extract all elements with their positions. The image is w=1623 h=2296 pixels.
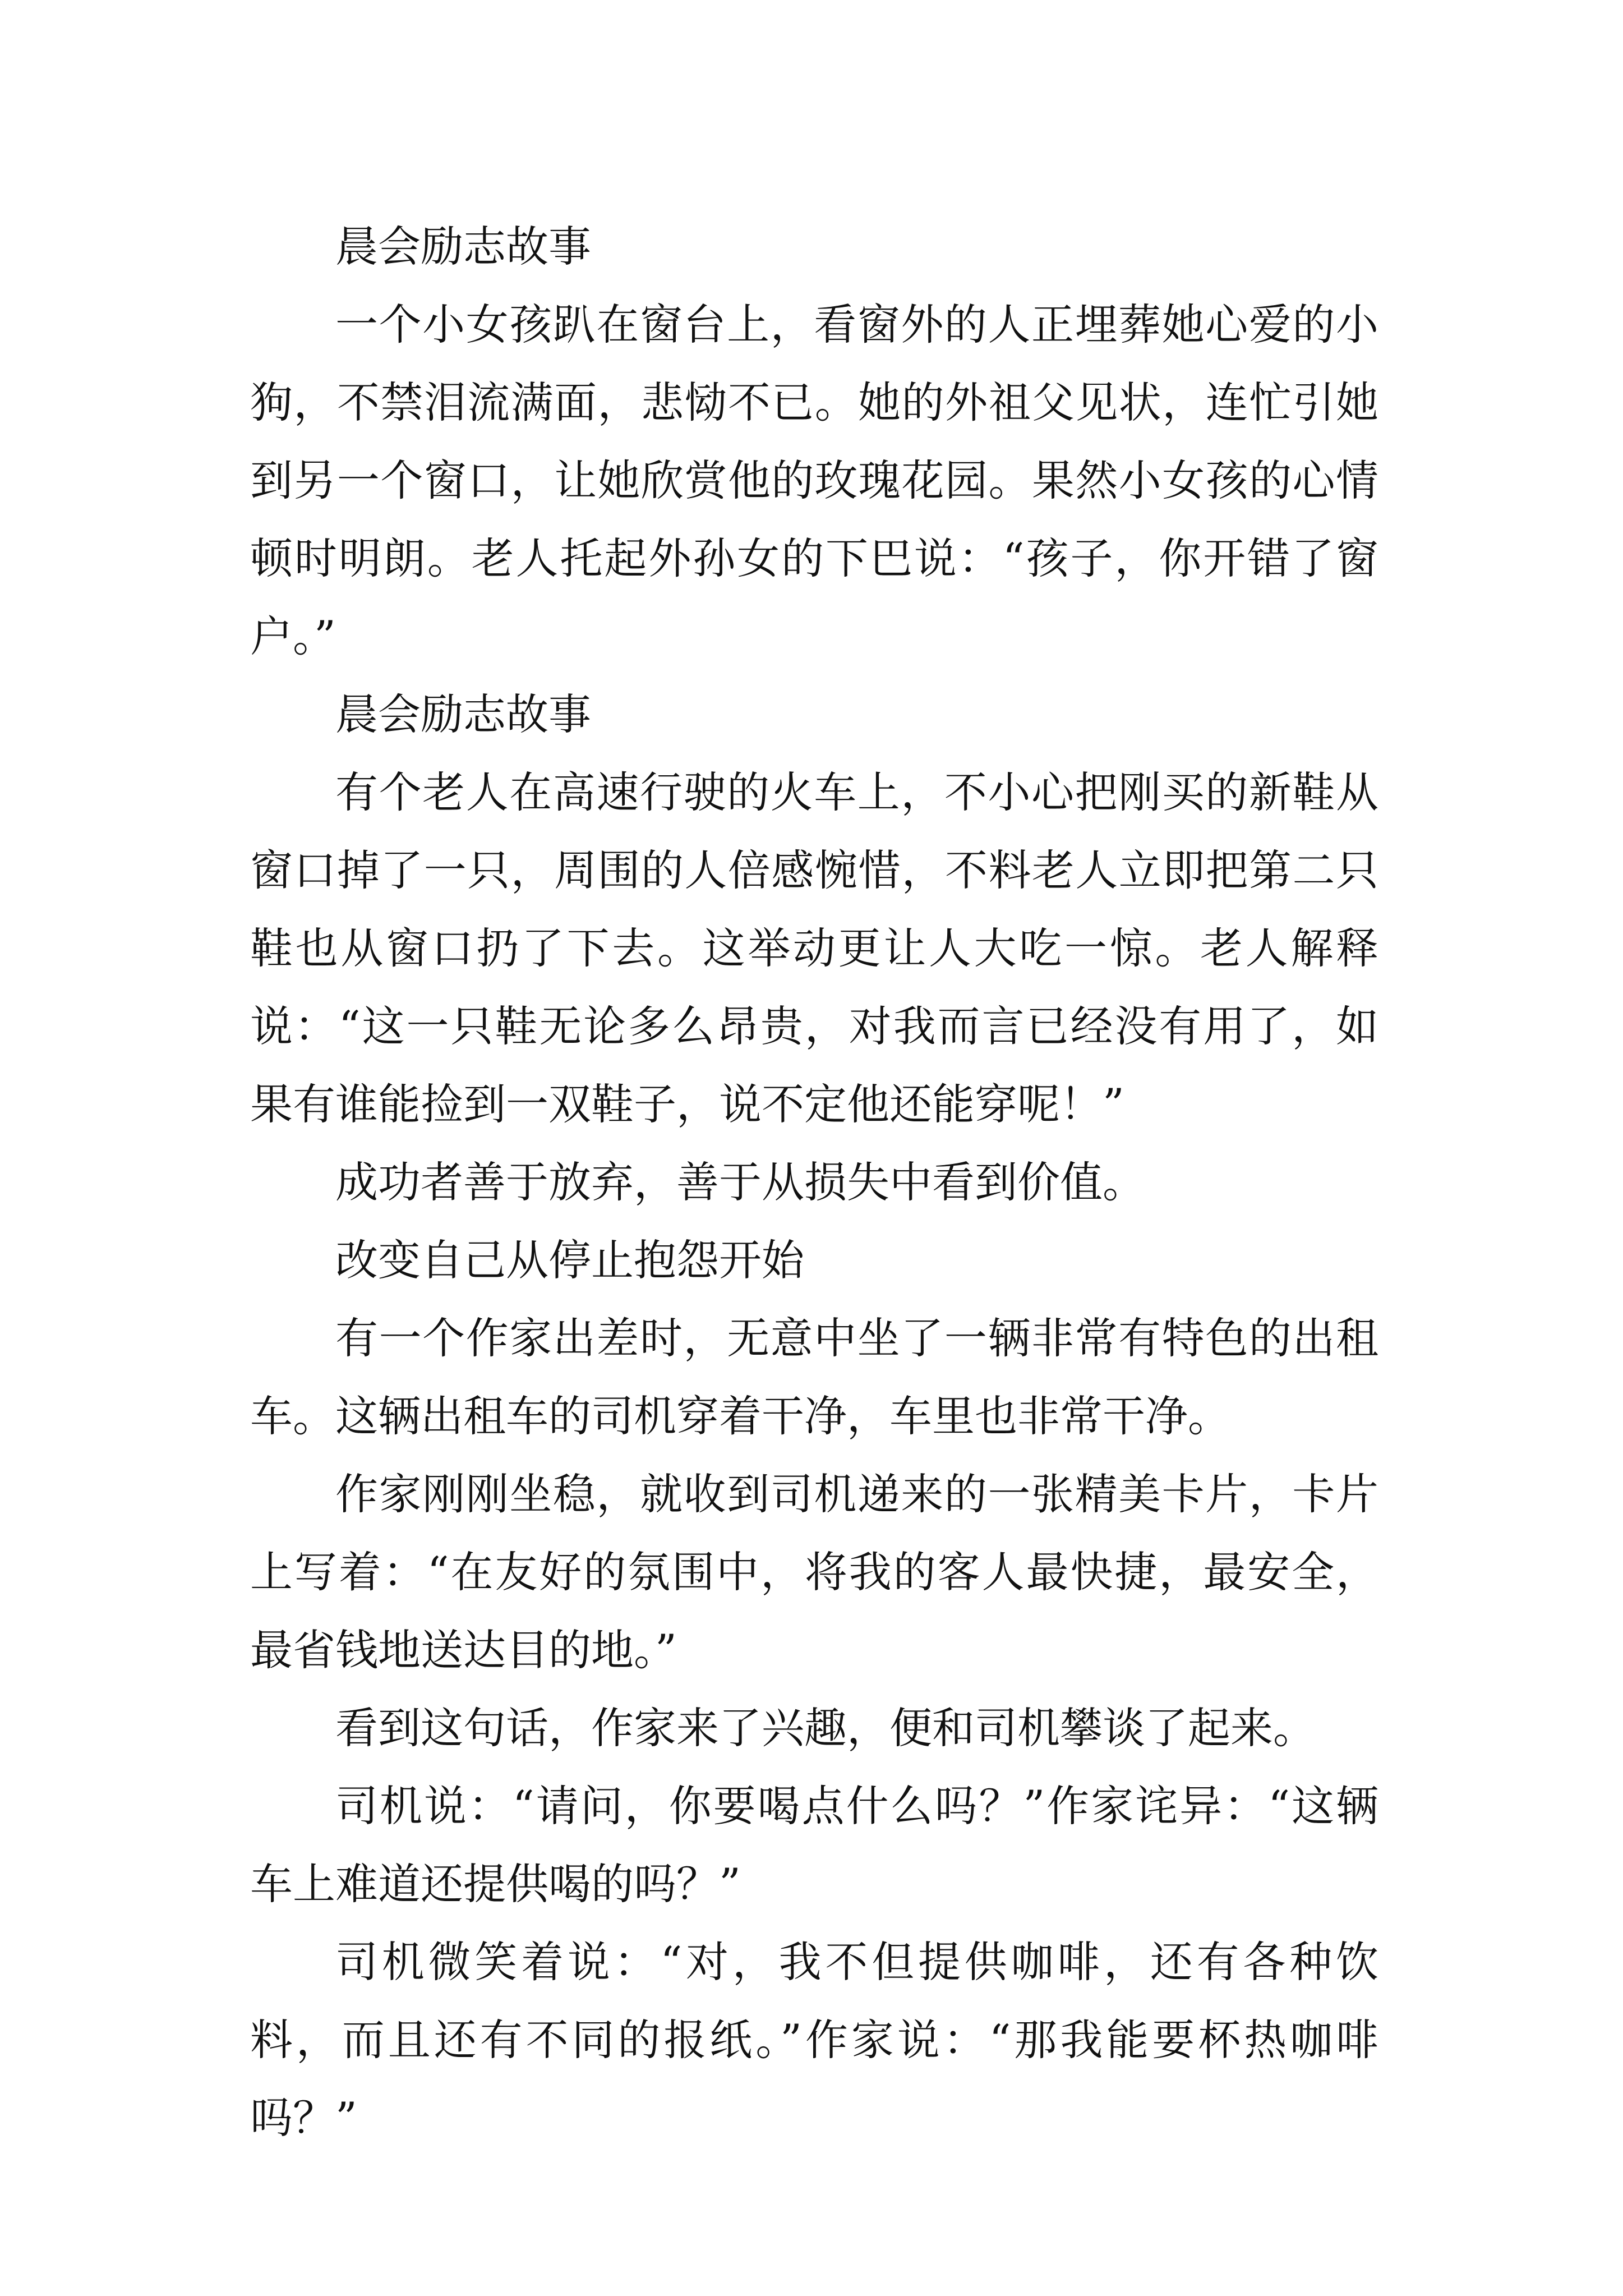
story-paragraph: 有个老人在高速行驶的火车上，不小心把刚买的新鞋从窗口掉了一只，周围的人倍感惋惜，不料老人立即把第二只鞋也从窗口扔了下去。这举动更让人大吃一惊。老人解释说：“这一只鞋无论多么昂贵，对我而言已经没有用了，如果有谁能捡到一双鞋子，说不定他还能穿呢！” (250, 767, 1378, 1129)
story-paragraph: 看到这句话，作家来了兴趣，便和司机攀谈了起来。 (335, 1703, 1316, 1753)
story-paragraph: 有一个作家出差时，无意中坐了一辆非常有特色的出租车。这辆出租车的司机穿着干净，车里也非常干净。 (250, 1313, 1378, 1441)
section-heading: 晨会励志故事 (335, 689, 591, 739)
section-heading: 改变自己从停止抱怨开始 (335, 1235, 804, 1285)
document-body (250, 208, 1378, 2157)
moral-line: 成功者善于放弃，善于从损失中看到价值。 (335, 1157, 1145, 1207)
dialogue-paragraph: 司机说：“请问，你要喝点什么吗？”作家诧异：“这辆车上难道还提供喝的吗？” (250, 1781, 1378, 1909)
dialogue-paragraph: 司机微笑着说：“对，我不但提供咖啡，还有各种饮料，而且还有不同的报纸。”作家说：“那我能要杯热咖啡吗？” (250, 1937, 1378, 2143)
story-paragraph: 一个小女孩趴在窗台上，看窗外的人正埋葬她心爱的小狗，不禁泪流满面，悲恸不已。她的外祖父见状，连忙引她到另一个窗口，让她欣赏他的玫瑰花园。果然小女孩的心情顿时明朗。老人托起外孙女的下巴说：“孩子，你开错了窗户。” (250, 300, 1378, 661)
section-heading: 晨会励志故事 (335, 222, 591, 272)
story-paragraph: 作家刚刚坐稳，就收到司机递来的一张精美卡片，卡片上写着：“在友好的氛围中，将我的客人最快捷，最安全，最省钱地送达目的地。” (250, 1469, 1378, 1675)
